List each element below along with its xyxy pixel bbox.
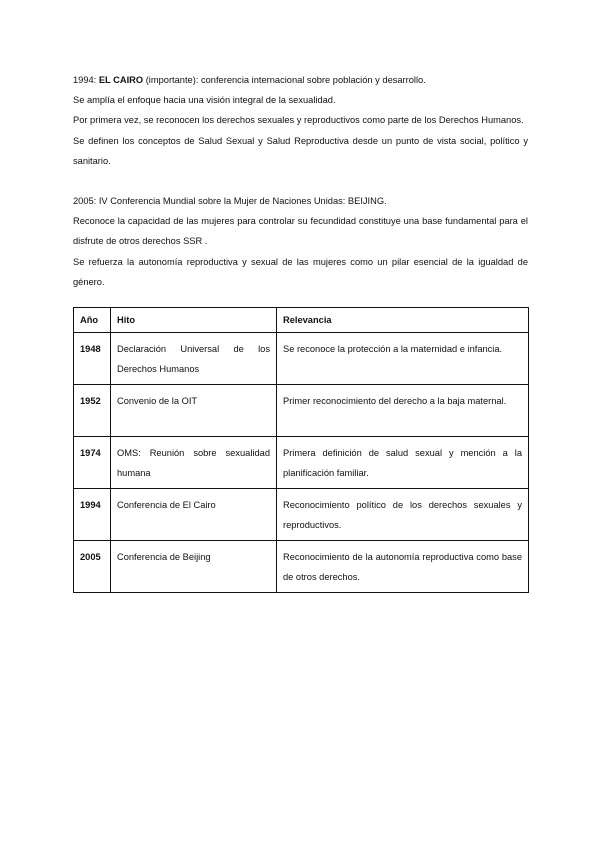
table-header-row	[74, 308, 529, 333]
cairo-heading	[73, 70, 528, 90]
row-year: 1994	[74, 489, 111, 541]
cairo-title: EL CAIRO	[98, 75, 144, 85]
row-relevance: Se reconoce la protección a la maternidad e infancia.	[277, 333, 529, 385]
table-row	[74, 385, 529, 437]
cairo-description: (importante): conferencia internacional sobre población y desarrollo.	[143, 75, 426, 85]
row-year: 1948	[74, 333, 111, 385]
cairo-year: 1994:	[73, 75, 99, 85]
beijing-heading: 2005: IV Conferencia Mundial sobre la Mujer de Naciones Unidas: BEIJING.	[73, 196, 387, 207]
row-relevance: Primera definición de salud sexual y mención a la planificación familiar.	[277, 437, 529, 489]
row-year: 2005	[74, 541, 111, 593]
row-milestone: Declaración Universal de los Derechos Humanos	[111, 333, 277, 385]
cairo-point-1: Se amplía el enfoque hacia una visión integral de la sexualidad.	[73, 95, 336, 106]
row-year: 1974	[74, 437, 111, 489]
header-relevance: Relevancia	[277, 308, 529, 333]
cairo-point-2: Por primera vez, se reconocen los derechos sexuales y reproductivos como parte de los Derechos Humanos.	[73, 115, 524, 126]
milestones-table	[73, 307, 529, 593]
document-page	[73, 70, 528, 593]
table-row	[74, 437, 529, 489]
beijing-point-1: Reconoce la capacidad de las mujeres para controlar su fecundidad constituye una base fundamental para el disfrute de otros derechos SSR .	[73, 216, 528, 247]
row-milestone: Convenio de la OIT	[111, 385, 277, 437]
row-milestone: Conferencia de Beijing	[111, 541, 277, 593]
header-year: Año	[74, 308, 111, 333]
row-milestone: Conferencia de El Cairo	[111, 489, 277, 541]
header-milestone: Hito	[111, 308, 277, 333]
row-relevance: Reconocimiento político de los derechos sexuales y reproductivos.	[277, 489, 529, 541]
row-relevance: Primer reconocimiento del derecho a la baja maternal.	[277, 385, 529, 437]
beijing-point-2: Se refuerza la autonomía reproductiva y sexual de las mujeres como un pilar esencial de la igualdad de género.	[73, 256, 528, 287]
row-relevance: Reconocimiento de la autonomía reproductiva como base de otros derechos.	[277, 541, 529, 593]
table-row	[74, 541, 529, 593]
table-row	[74, 333, 529, 385]
row-year: 1952	[74, 385, 111, 437]
paragraph-spacer	[73, 171, 528, 191]
cairo-point-3: Se definen los conceptos de Salud Sexual y Salud Reproductiva desde un punto de vista social, político y sanitario.	[73, 135, 528, 166]
table-row	[74, 489, 529, 541]
row-milestone: OMS: Reunión sobre sexualidad humana	[111, 437, 277, 489]
